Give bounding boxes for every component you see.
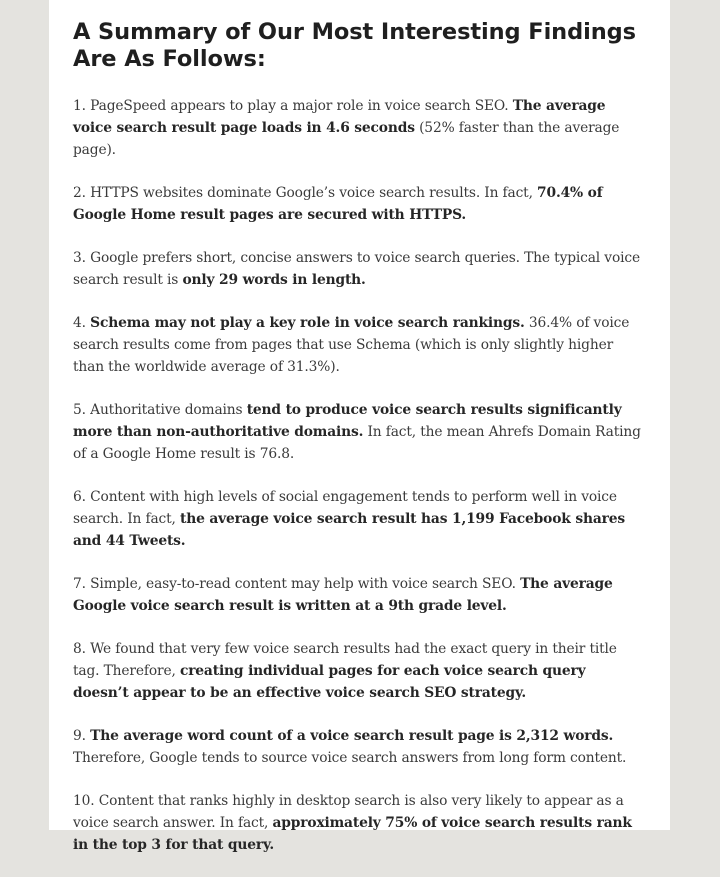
finding-highlight: only 29 words in length. (182, 272, 366, 288)
finding-number: 9. (73, 728, 86, 744)
finding-text: 36.4% of voice search results come from pages that use Schema (which is only slightly higher than the worldwide average of 31.3%). (73, 315, 630, 375)
finding-highlight: The average word count of a voice search result page is 2,312 words. (90, 728, 614, 744)
finding-text: Content that ranks highly in desktop search is also very likely to appear as a voice search answer. In fact, (73, 793, 624, 831)
finding-number: 1. (73, 98, 86, 114)
finding-number: 2. (73, 185, 86, 201)
finding-text: Authoritative domains (90, 402, 247, 418)
finding-highlight: 70.4% of Google Home result pages are secured with HTTPS. (73, 185, 603, 223)
finding-item (73, 725, 645, 769)
finding-number: 5. (73, 402, 86, 418)
finding-highlight: approximately 75% of voice search results rank in the top 3 for that query. (73, 815, 632, 853)
finding-item (73, 95, 645, 161)
finding-number: 7. (73, 576, 86, 592)
article-sheet (49, 0, 670, 853)
finding-text: Content with high levels of social engagement tends to perform well in voice search. In fact, (73, 489, 617, 527)
finding-text: (52% faster than the average page). (73, 120, 620, 158)
finding-number: 4. (73, 315, 86, 331)
article-heading: A Summary of Our Most Interesting Findings Are As Follows: (73, 19, 636, 72)
finding-item (73, 790, 645, 856)
finding-text: Simple, easy-to-read content may help with voice search SEO. (90, 576, 521, 592)
finding-number: 8. (73, 641, 86, 657)
finding-number: 3. (73, 250, 86, 266)
finding-item (73, 486, 645, 552)
finding-highlight: creating individual pages for each voice search query doesn’t appear to be an effective voice search SEO strategy. (73, 663, 586, 701)
finding-item (73, 247, 645, 291)
finding-number: 10. (73, 793, 95, 809)
finding-item (73, 399, 645, 465)
finding-item (73, 182, 645, 226)
finding-text: In fact, the mean Ahrefs Domain Rating of a Google Home result is 76.8. (73, 424, 641, 462)
finding-text: HTTPS websites dominate Google’s voice search results. In fact, (90, 185, 538, 201)
finding-item (73, 573, 645, 617)
finding-highlight: the average voice search result has 1,199 Facebook shares and 44 Tweets. (73, 511, 625, 549)
finding-item (73, 638, 645, 704)
findings-list (73, 95, 645, 877)
finding-number: 6. (73, 489, 86, 505)
finding-text: Google prefers short, concise answers to voice search queries. The typical voice search result is (73, 250, 640, 288)
finding-highlight: Schema may not play a key role in voice search rankings. (90, 315, 525, 331)
finding-highlight: The average voice search result page loads in 4.6 seconds (73, 98, 606, 136)
finding-highlight: tend to produce voice search results significantly more than non-authoritative domains. (73, 402, 622, 440)
finding-highlight: The average Google voice search result is written at a 9th grade level. (73, 576, 613, 614)
finding-item (73, 312, 645, 378)
finding-text: Therefore, Google tends to source voice search answers from long form content. (73, 750, 627, 766)
finding-text: PageSpeed appears to play a major role in voice search SEO. (90, 98, 513, 114)
finding-text: We found that very few voice search results had the exact query in their title tag. Therefore, (73, 641, 617, 679)
